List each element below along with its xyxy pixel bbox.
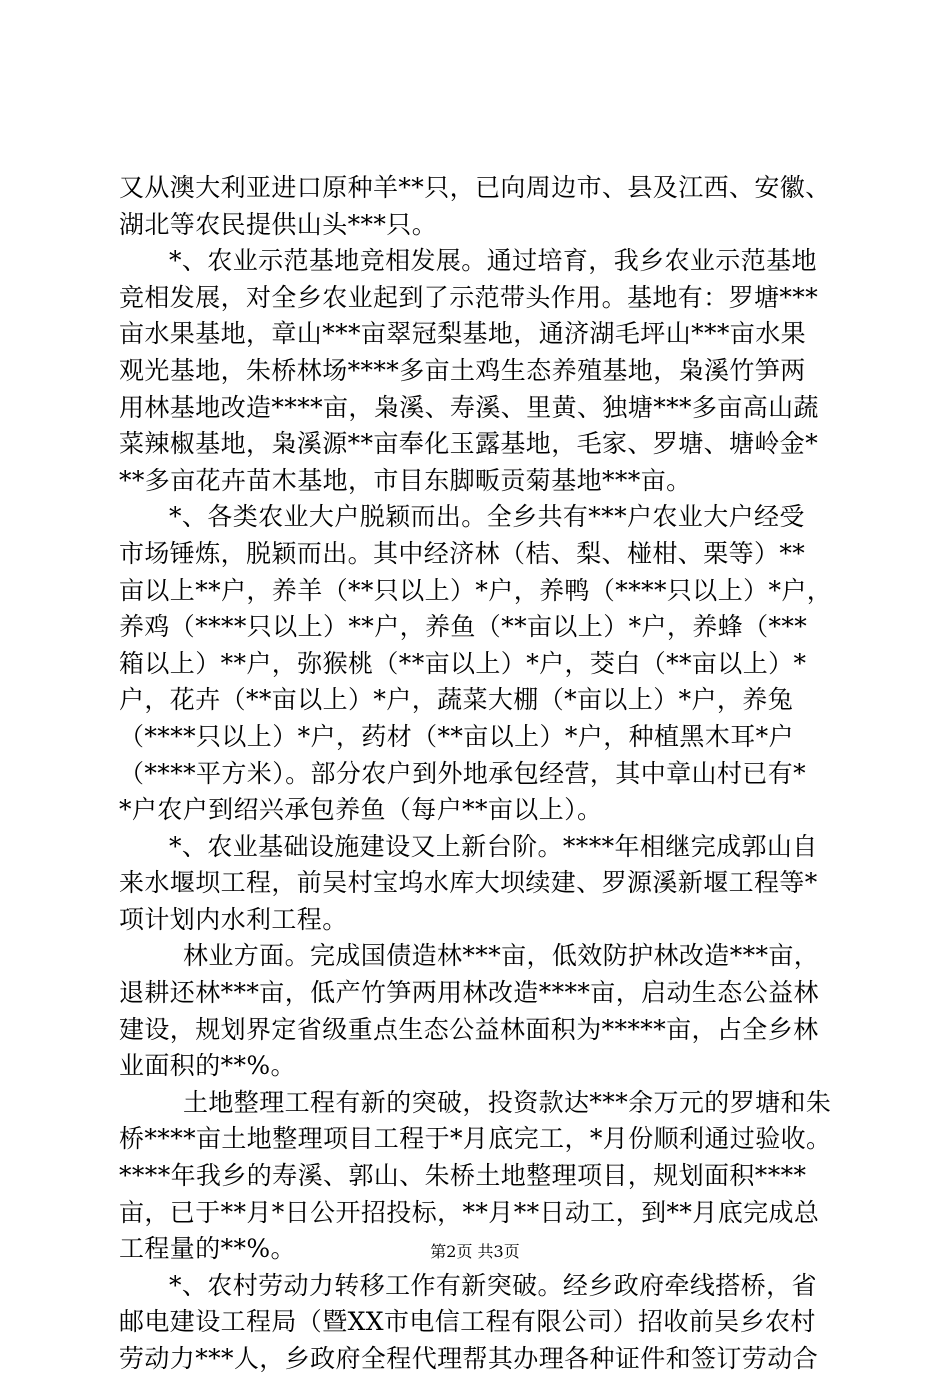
text-line: 邮电建设工程局（暨XX市电信工程有限公司）招收前吴乡农村: [119, 1307, 816, 1337]
text-line: 来水堰坝工程，前吴村宝坞水库大坝续建、罗源溪新堰工程等*: [119, 868, 818, 898]
text-line: 观光基地，朱桥林场****多亩土鸡生态养殖基地，枭溪竹笋两: [119, 355, 806, 385]
paragraph-start: *、农村劳动力转移工作有新突破。经乡政府牵线搭桥，省: [169, 1270, 817, 1300]
paragraph-start: 土地整理工程有新的突破，投资款达***余万元的罗塘和朱: [183, 1087, 832, 1117]
page-number-footer: 第2页 共3页: [430, 1242, 520, 1261]
paragraph-start: *、农业基础设施建设又上新台阶。****年相继完成郭山自: [169, 831, 818, 861]
text-line: 菜辣椒基地，枭溪源**亩奉化玉露基地，毛家、罗塘、塘岭金*: [119, 429, 819, 459]
text-line: 劳动力***人，乡政府全程代理帮其办理各种证件和签订劳动合: [119, 1344, 819, 1373]
text-line: 又从澳大利亚进口原种羊**只，已向周边市、县及江西、安徽、: [119, 173, 831, 202]
text-line: 退耕还林***亩，低产竹笋两用林改造****亩，启动生态公益林: [119, 978, 819, 1008]
text-line: 亩以上**户，养羊（**只以上）*户，养鸭（****只以上）*户，: [119, 575, 833, 605]
text-line: 户，花卉（**亩以上）*户，蔬菜大棚（*亩以上）*户，养兔: [119, 685, 794, 715]
text-line: 用林基地改造****亩，枭溪、寿溪、里黄、独塘***多亩高山蔬: [119, 392, 819, 422]
text-line: 市场锤炼，脱颖而出。其中经济林（桔、梨、椪柑、栗等）**: [119, 538, 806, 568]
text-line: （****平方米）。部分农户到外地承包经营，其中章山村已有*: [119, 758, 807, 788]
text-line: 亩水果基地，章山***亩翠冠梨基地，通济湖毛坪山***亩水果: [119, 319, 807, 349]
text-line: 箱以上）**户，弥猴桃（**亩以上）*户，茭白（**亩以上）*: [119, 648, 807, 678]
text-line: 养鸡（****只以上）**户，养鱼（**亩以上）*户，养蜂（***: [119, 612, 808, 642]
text-line: ****年我乡的寿溪、郭山、朱桥土地整理项目，规划面积****: [119, 1161, 807, 1191]
text-line: 竞相发展，对全乡农业起到了示范带头作用。基地有：罗塘***: [119, 282, 819, 312]
text-line: 亩，已于**月*日公开招投标，**月**日动工，到**月底完成总: [119, 1197, 820, 1227]
paragraph-start: *、农业示范基地竞相发展。通过培育，我乡农业示范基地: [169, 246, 817, 276]
paragraph-start: 林业方面。完成国债造林***亩，低效防护林改造***亩，: [183, 941, 820, 971]
document-body: [119, 170, 839, 1378]
text-line: **多亩花卉苗木基地，市目东脚畈贡菊基地***亩。: [119, 465, 692, 495]
text-line: 工程量的**%。: [119, 1234, 296, 1264]
text-line: 业面积的**%。: [119, 1051, 296, 1081]
text-line: （****只以上）*户，药材（**亩以上）*户，种植黑木耳*户: [119, 721, 794, 751]
paragraph-start: *、各类农业大户脱颖而出。全乡共有***户农业大户经受: [169, 502, 805, 532]
text-line: 湖北等农民提供山头***只。: [119, 209, 438, 239]
text-line: 项计划内水利工程。: [119, 904, 348, 934]
text-line: 建设，规划界定省级重点生态公益林面积为*****亩，占全乡林: [119, 1014, 819, 1044]
text-line: 桥****亩土地整理项目工程于*月底完工，*月份顺利通过验收。: [119, 1124, 832, 1154]
text-line: *户农户到绍兴承包养鱼（每户**亩以上）。: [119, 795, 603, 825]
